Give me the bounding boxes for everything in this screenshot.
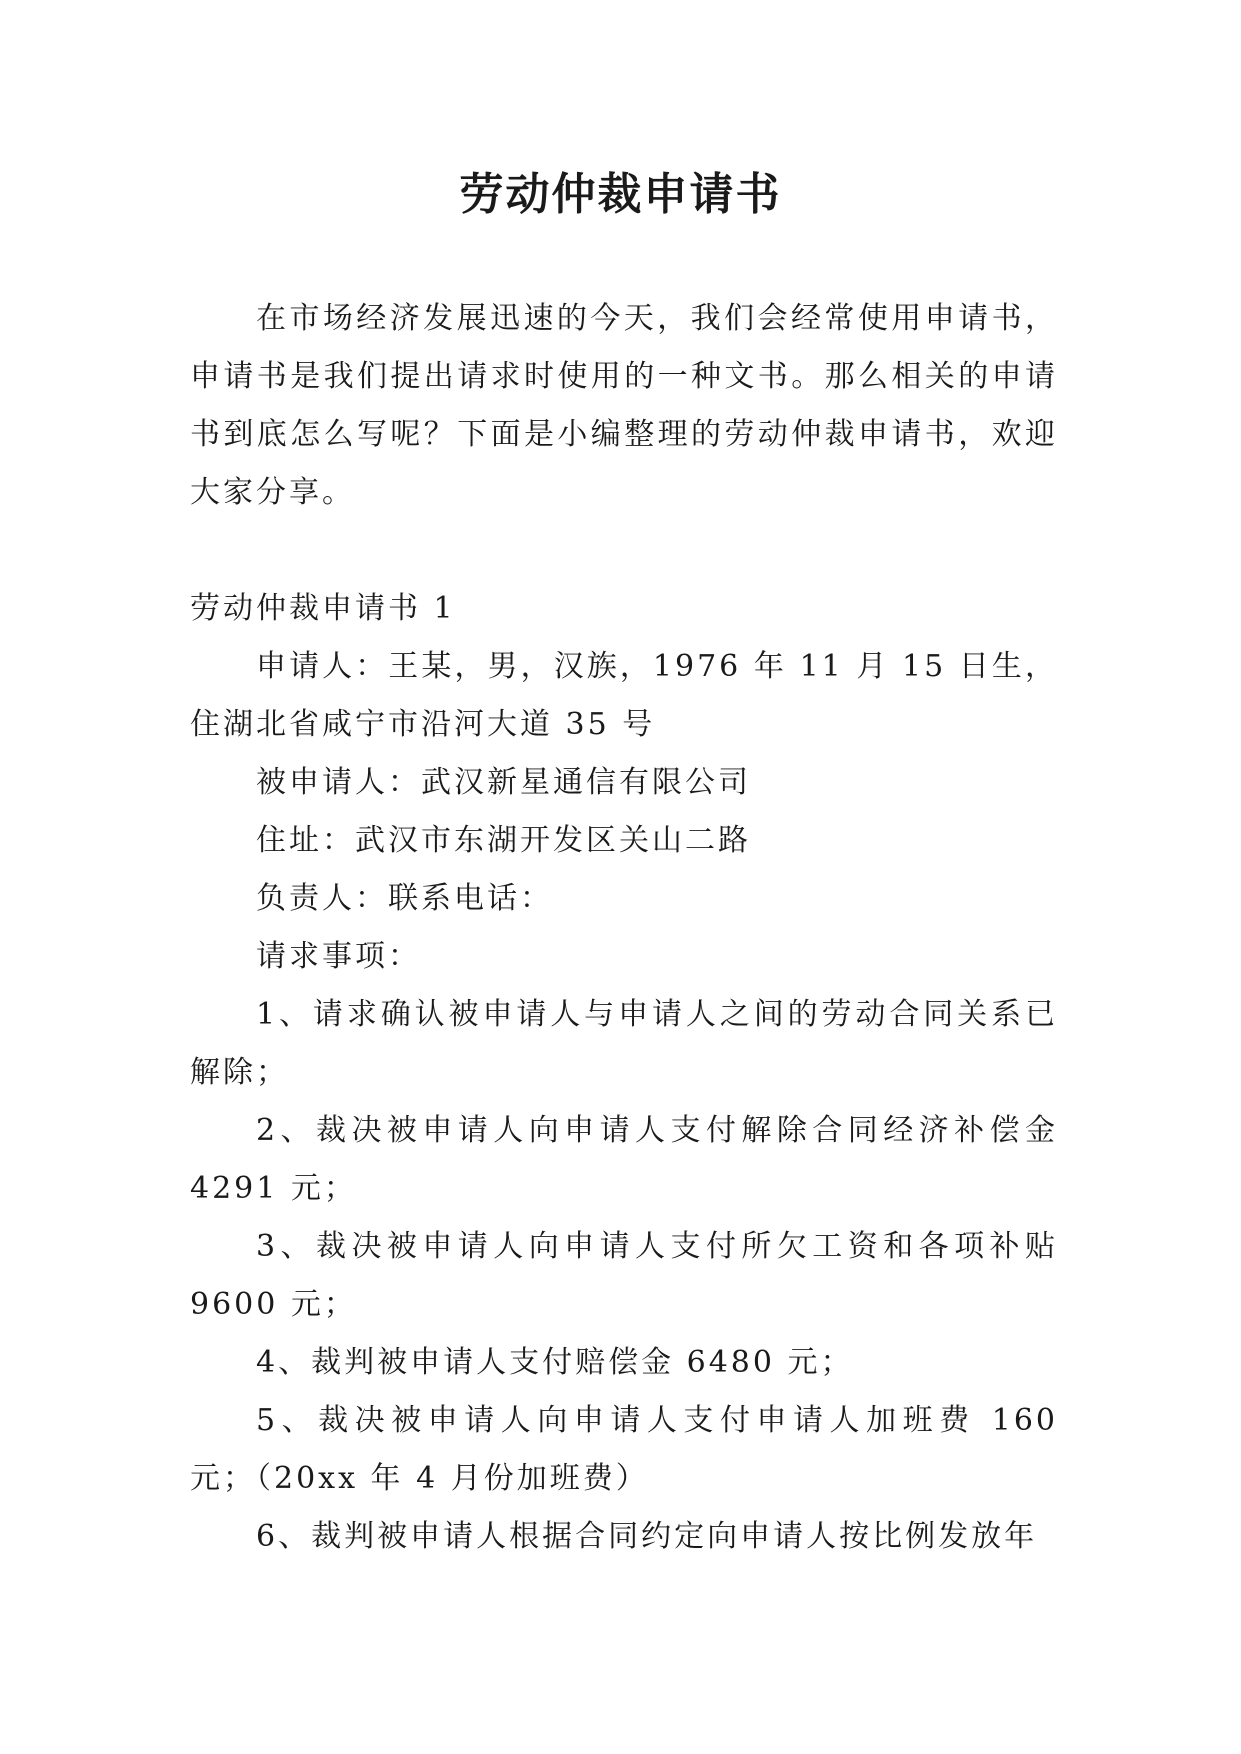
request-item: 2、裁决被申请人向申请人支付解除合同经济补偿金 4291 元； [190, 1113, 1058, 1206]
request-item: 5、裁决被申请人向申请人支付申请人加班费 160 元；（20xx 年 4 月份加班费） [190, 1403, 1058, 1496]
request-item: 3、裁决被申请人向申请人支付所欠工资和各项补贴 9600 元； [190, 1229, 1058, 1322]
intro-paragraph: 在市场经济发展迅速的今天，我们会经常使用申请书，申请书是我们提出请求时使用的一种文书。那么相关的申请书到底怎么写呢？下面是小编整理的劳动仲裁申请书，欢迎大家分享。 [190, 301, 1058, 510]
respondent-paragraph: 被申请人：武汉新星通信有限公司 [256, 765, 751, 800]
requests-heading: 请求事项： [256, 939, 421, 974]
page-title: 劳动仲裁申请书 [459, 169, 782, 220]
request-item: 1、请求确认被申请人与申请人之间的劳动合同关系已解除； [190, 997, 1058, 1090]
section-heading: 劳动仲裁申请书 1 [190, 591, 456, 626]
request-item: 4、裁判被申请人支付赔偿金 6480 元； [256, 1345, 854, 1380]
applicant-paragraph: 申请人：王某，男，汉族，1976 年 11 月 15 日生，住湖北省咸宁市沿河大道 35 号 [190, 649, 1058, 742]
document-body [190, 290, 1058, 1566]
address-paragraph: 住址：武汉市东湖开发区关山二路 [256, 823, 751, 858]
request-item: 6、裁判被申请人根据合同约定向申请人按比例发放年 [256, 1519, 1038, 1554]
responsible-paragraph: 负责人：联系电话： [256, 881, 553, 916]
